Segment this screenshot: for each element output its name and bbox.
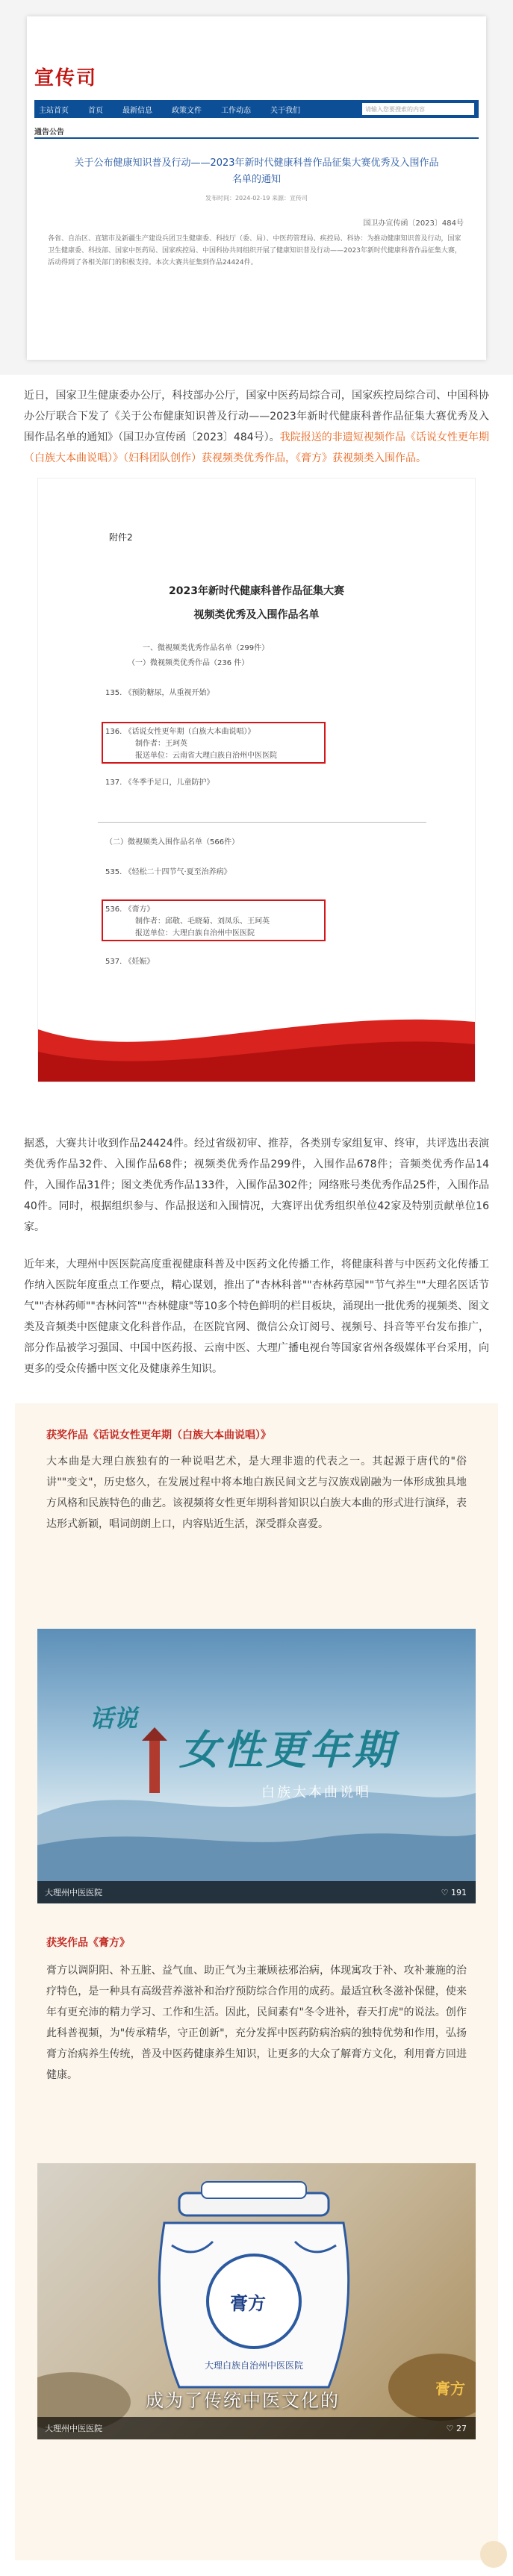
award2-text: 膏方以调阴阳、补五脏、益气血、助正气为主兼顾祛邪治病，体现寓攻于补、攻补兼施的治疗特色，是一种具有高级营养滋补和治疗预防综合作用的成药。最适宜秋冬滋补保健，使来年有更充沛的精力学习、工作和生活。因此，民间素有"冬令进补，春天打虎"的说法。创作此科普视频，为"传承精华，守正创新"，充分发挥中医药防病治病的独特优势和作用，弘扬膏方治病养生传统，普及中医药健康养生知识，让更多的大众了解膏方文化，利用膏方回进健康。	[46, 1965, 467, 2081]
section-subtitle: （一）微视频类优秀作品（236 件）	[128, 659, 249, 667]
search-input[interactable]: 请输入您要搜索的内容	[362, 103, 474, 115]
channel-name[interactable]: 大理州中医医院	[45, 1888, 102, 1897]
divider	[98, 822, 426, 823]
jar-caption: 大理白族自治州中医医院	[204, 2360, 303, 2371]
video-title-2: 女性更年期	[179, 1727, 396, 1774]
site-nav	[34, 100, 479, 118]
nav-item-main[interactable]: 主站首页	[39, 106, 69, 115]
notice-title: 关于公布健康知识普及行动——2023年新时代健康科普作品征集大赛优秀及入围作品名单的通知	[74, 158, 439, 185]
annex-label: 附件2	[109, 532, 133, 543]
list-item: 536. 《膏方》	[105, 905, 155, 914]
breadcrumb[interactable]: 通告公告	[34, 128, 64, 137]
like-count[interactable]: ♡ 191	[441, 1887, 467, 1897]
highlight-box	[102, 899, 326, 941]
corner-decoration-icon	[480, 2541, 507, 2568]
nav-item-policy[interactable]: 政策文件	[172, 106, 202, 115]
video-bar	[37, 1881, 476, 1903]
list-item: 135. 《预防糖尿，从重视开始》	[105, 689, 214, 697]
likes: 27	[456, 2423, 467, 2433]
results-paragraph: 据悉，大赛共计收到作品24424件。经过省级初审、推荐，各类别专家组复审、终审，共评选出表演类优秀作品32件、入围作品68件；视频类优秀作品299件，入围作品678件；音频类优秀作品14件，入围作品31件；图文类优秀作品133件，入围作品302件；网络账号类优秀作品25件，入围作品40件。同时，根据组织参与、作品报送和入围情况，大赛评出优秀组织单位42家及特别贡献单位16家。	[24, 1138, 489, 1233]
notice-meta: 发布时间：2024-02-19 来源：宣传司	[205, 195, 308, 202]
like-count[interactable]: ♡ 27	[446, 2423, 467, 2433]
channel-name[interactable]: 大理州中医医院	[45, 2424, 102, 2433]
award1-text: 大本曲是大理白族独有的一种说唱艺术，是大理非遗的代表之一。其起源于唐代的"俗讲""变文"，历史悠久，在发展过程中将本地白族民间文艺与汉族戏剧融为一体形成独具地方风格和民族特色的曲艺。该视频将女性更年期科普知识以白族大本曲的形式进行演绎，表达形式新颖，唱词朗朗上口，内容贴近生活，深受群众喜爱。	[46, 1456, 467, 1530]
hospital-paragraph: 近年来，大理州中医医院高度重视健康科普及中医药文化传播工作，将健康科普与中医药文化传播工作纳入医院年度重点工作要点，精心谋划，推出了"杏林科普""杏林药草园""节气养生""大理名医话节气""杏林药师""杏林问答""杏林健康"等10多个特色鲜明的栏目板块，涌现出一批优秀的视频类、图文类及音频类中医健康文化科普作品，在医院官网、微信公众订阅号、视频号、抖音等平台发布推广，部分作品被学习强国、中国中医药报、云南中医、大理广播电视台等国家省州各级媒体平台采用，向更多的受众传播中医文化及健康养生知识。	[24, 1259, 489, 1375]
highlight-box	[102, 722, 326, 764]
video-subtitle: 成为了传统中医文化的	[146, 2390, 340, 2411]
nav-item-work[interactable]: 工作动态	[221, 106, 251, 115]
intro-highlight: 我院报送的非遗短视频作品《话说女性更年期（白族大本曲说唱）》（妇科团队创作）获视频类优秀作品，《膏方》获视频类入围作品。	[24, 431, 489, 464]
corner-label: 膏方	[435, 2380, 465, 2398]
list-item: 制作者：王珂英	[135, 740, 187, 748]
jar-label: 膏方	[230, 2293, 266, 2314]
intro-text: 近日，国家卫生健康委办公厅，科技部办公厅，国家中医药局综合司，国家疾控局综合司、中国科协办公厅联合下发了《关于公布健康知识普及行动——2023年新时代健康科普作品征集大赛优秀及入围作品名单的通知》（国卫办宣传函〔2023〕484号）。	[24, 390, 489, 443]
site-title: 宣传司	[34, 67, 98, 90]
list-item: 535. 《轻松二十四节气·夏至治养病》	[105, 868, 231, 876]
award2-video[interactable]	[37, 2163, 476, 2439]
notice-page	[27, 16, 486, 360]
list-item: 137. 《冬季手足口，儿童防护》	[105, 779, 214, 787]
award1-title: 获奖作品《话说女性更年期（白族大本曲说唱）》	[46, 1429, 271, 1441]
list-item: 136. 《话说女性更年期（白族大本曲说唱）》	[105, 728, 255, 736]
video-subtitle: 白族大本曲说唱	[261, 1785, 371, 1800]
document-body: 各省、自治区、直辖市及新疆生产建设兵团卫生健康委、科技厅（委、局）、中医药管理局、疾控局、科协：为推动健康知识普及行动，国家卫生健康委、科技部、国家中医药局、国家疾控局、中国科协共同组织开展了健康知识普及行动——2023年新时代健康科普作品征集大赛，活动得到了各相关部门的积极支持。本次大赛共征集到作品24424件。	[48, 235, 461, 266]
doc-subheading: 视频类优秀及入围作品名单	[193, 609, 320, 621]
list-item: 报送单位：大理白族自治州中医医院	[135, 929, 255, 938]
award-list-image	[37, 478, 476, 1082]
list-item: 537. 《妊娠》	[105, 958, 155, 966]
list-item: 报送单位：云南省大理白族自治州中医医院	[135, 752, 277, 760]
video-bar	[37, 2417, 476, 2439]
video-title-1: 话说	[90, 1704, 138, 1733]
intro-paragraph	[24, 385, 489, 469]
likes: 191	[451, 1887, 467, 1897]
divider	[34, 137, 479, 139]
section-title: 一、微视频类优秀作品名单（299件）	[143, 644, 270, 652]
red-wave-decoration	[38, 999, 475, 1082]
notice-screenshot	[0, 0, 513, 375]
nav-item-latest[interactable]: 最新信息	[122, 106, 152, 115]
list-item: 制作者：邱敬、毛晓菊、刘凤乐、王珂英	[135, 917, 270, 926]
award1-video[interactable]	[37, 1629, 476, 1903]
award2-title: 获奖作品《膏方》	[46, 1937, 130, 1949]
document-number: 国卫办宣传函〔2023〕484号	[363, 219, 464, 228]
doc-heading: 2023年新时代健康科普作品征集大赛	[169, 585, 344, 597]
section-title: （二）微视频类入围作品名单（566件）	[105, 838, 240, 846]
nav-item-home[interactable]: 首页	[88, 106, 103, 115]
nav-item-about[interactable]: 关于我们	[270, 106, 300, 115]
